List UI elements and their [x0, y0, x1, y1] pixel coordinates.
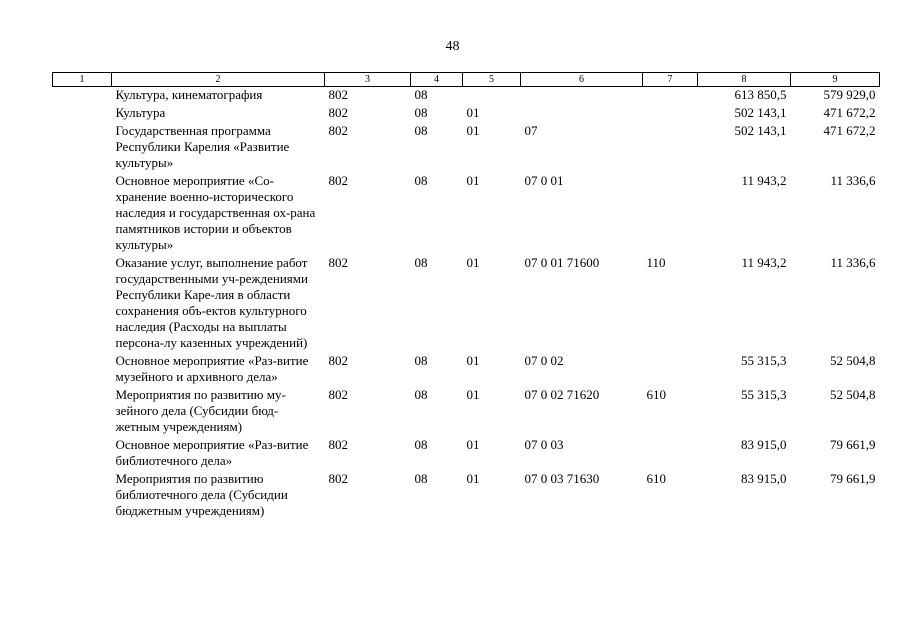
- row-target-article-code: [521, 105, 643, 123]
- row-amount-col-9: 11 336,6: [830, 255, 876, 270]
- row-amount-col-8: 502 143,1: [734, 105, 787, 120]
- row-amount-col-8: 55 315,3: [741, 353, 787, 368]
- row-col-1: [53, 105, 112, 123]
- row-subsection-code: 01: [466, 123, 480, 138]
- row-expense-type-code: [643, 87, 698, 106]
- table-row: [53, 87, 880, 106]
- row-target-article-code: 07 0 03 71630: [524, 471, 600, 486]
- row-target-article-code: 07 0 01 71600: [524, 255, 600, 270]
- row-amount-col-9: 52 504,8: [830, 387, 876, 402]
- row-expense-type-code: [643, 123, 698, 173]
- column-number-row: [53, 73, 880, 87]
- row-col-1: [53, 353, 112, 387]
- row-col-1: [53, 87, 112, 106]
- row-expense-type-code: 610: [646, 387, 666, 402]
- row-amount-col-8: 83 915,0: [741, 437, 787, 452]
- row-name: Мероприятия по развитию библиотечного дела (Субсидии бюджетным учреждениям): [115, 471, 288, 518]
- row-amount-col-9: 11 336,6: [830, 173, 876, 188]
- row-col-1: [53, 387, 112, 437]
- row-subsection-code: 01: [466, 255, 480, 270]
- row-col-1: [53, 123, 112, 173]
- row-target-article-code: 07 0 02: [524, 353, 564, 368]
- row-name: Культура, кинематография: [115, 87, 263, 102]
- row-expense-type-code: [643, 437, 698, 471]
- row-amount-col-8: 55 315,3: [741, 387, 787, 402]
- row-ministry-code: 802: [328, 123, 348, 138]
- row-section-code: 08: [414, 387, 428, 402]
- row-name: Основное мероприятие «Со-хранение военно-исторического наследия и государственная ох-рана памятников истории и объектов культуры»: [115, 173, 316, 252]
- row-ministry-code: 802: [328, 255, 348, 270]
- row-section-code: 08: [414, 437, 428, 452]
- column-header-8: 8: [698, 73, 791, 87]
- row-ministry-code: 802: [328, 105, 348, 120]
- row-section-code: 08: [414, 105, 428, 120]
- row-section-code: 08: [414, 471, 428, 486]
- row-col-1: [53, 471, 112, 521]
- row-amount-col-9: 52 504,8: [830, 353, 876, 368]
- row-amount-col-9: 579 929,0: [823, 87, 876, 102]
- table-row: [53, 123, 880, 173]
- row-target-article-code: 07 0 02 71620: [524, 387, 600, 402]
- row-ministry-code: 802: [328, 437, 348, 452]
- page-number: 48: [445, 39, 460, 54]
- column-header-3: 3: [325, 73, 411, 87]
- column-header-1: 1: [53, 73, 112, 87]
- row-name: Государственная программа Республики Карелия «Развитие культуры»: [115, 123, 290, 170]
- row-amount-col-9: 79 661,9: [830, 471, 876, 486]
- table-row: [53, 353, 880, 387]
- row-section-code: 08: [414, 123, 428, 138]
- row-name: Оказание услуг, выполнение работ государственными уч-реждениями Республики Каре-лия в области сохранения объ-ектов культурного наследия (Расходы на выплаты персона-лу казенных учреждений): [115, 255, 308, 350]
- column-header-7: 7: [643, 73, 698, 87]
- column-header-9: 9: [791, 73, 880, 87]
- row-target-article-code: [521, 87, 643, 106]
- row-ministry-code: 802: [328, 387, 348, 402]
- table-body: [53, 87, 880, 522]
- row-amount-col-8: 502 143,1: [734, 123, 787, 138]
- table-row: [53, 105, 880, 123]
- row-target-article-code: 07 0 01: [524, 173, 564, 188]
- row-section-code: 08: [414, 173, 428, 188]
- row-expense-type-code: [643, 173, 698, 255]
- row-ministry-code: 802: [328, 471, 348, 486]
- column-header-2: 2: [112, 73, 325, 87]
- budget-table: [52, 72, 880, 521]
- row-section-code: 08: [414, 255, 428, 270]
- row-name: Основное мероприятие «Раз-витие музейного и архивного дела»: [115, 353, 309, 384]
- row-subsection-code: 01: [466, 173, 480, 188]
- row-expense-type-code: 110: [646, 255, 666, 270]
- row-name: Культура: [115, 105, 166, 120]
- table-row: [53, 437, 880, 471]
- table-row: [53, 255, 880, 353]
- row-amount-col-8: 11 943,2: [741, 255, 787, 270]
- column-header-4: 4: [411, 73, 463, 87]
- row-expense-type-code: 610: [646, 471, 666, 486]
- row-target-article-code: 07: [524, 123, 538, 138]
- row-amount-col-8: 11 943,2: [741, 173, 787, 188]
- row-subsection-code: 01: [466, 105, 480, 120]
- table-row: [53, 387, 880, 437]
- table-row: [53, 173, 880, 255]
- row-name: Основное мероприятие «Раз-витие библиотечного дела»: [115, 437, 309, 468]
- row-target-article-code: 07 0 03: [524, 437, 564, 452]
- column-header-6: 6: [521, 73, 643, 87]
- row-ministry-code: 802: [328, 173, 348, 188]
- row-ministry-code: 802: [328, 353, 348, 368]
- row-subsection-code: 01: [466, 387, 480, 402]
- row-section-code: 08: [414, 353, 428, 368]
- row-amount-col-9: 471 672,2: [823, 123, 876, 138]
- row-amount-col-8: 613 850,5: [734, 87, 787, 102]
- row-subsection-code: 01: [466, 471, 480, 486]
- column-header-5: 5: [463, 73, 521, 87]
- row-amount-col-9: 471 672,2: [823, 105, 876, 120]
- row-col-1: [53, 437, 112, 471]
- row-ministry-code: 802: [328, 87, 348, 102]
- row-amount-col-9: 79 661,9: [830, 437, 876, 452]
- row-col-1: [53, 173, 112, 255]
- row-expense-type-code: [643, 353, 698, 387]
- row-amount-col-8: 83 915,0: [741, 471, 787, 486]
- row-subsection-code: [463, 87, 521, 106]
- row-expense-type-code: [643, 105, 698, 123]
- row-subsection-code: 01: [466, 353, 480, 368]
- row-subsection-code: 01: [466, 437, 480, 452]
- row-section-code: 08: [414, 87, 428, 102]
- row-name: Мероприятия по развитию му-зейного дела (Субсидии бюд-жетным учреждениям): [115, 387, 286, 434]
- row-col-1: [53, 255, 112, 353]
- table-row: [53, 471, 880, 521]
